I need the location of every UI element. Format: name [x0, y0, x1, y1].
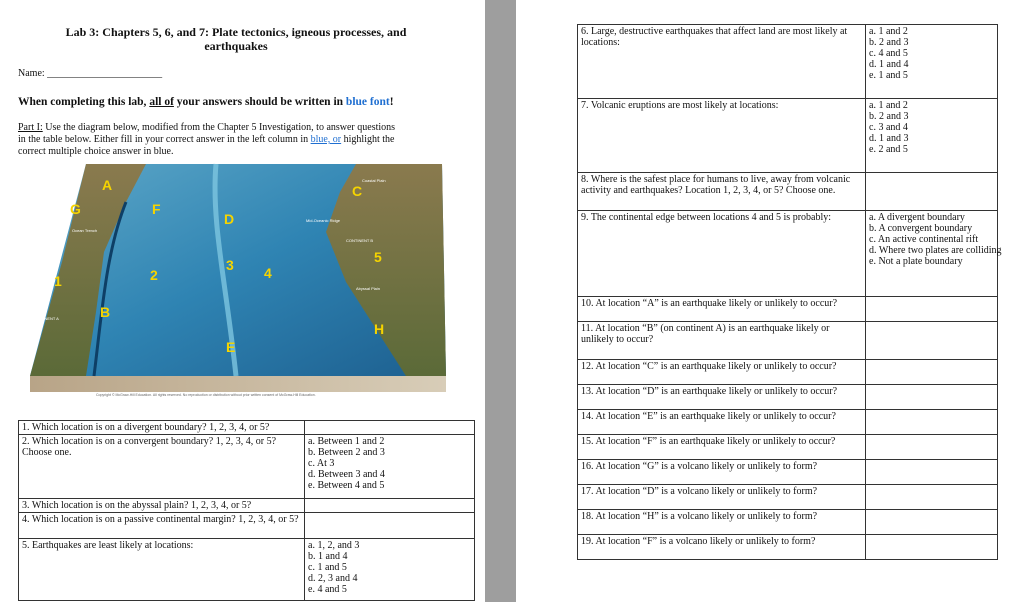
question-row — [578, 360, 998, 385]
map-label-f: F — [152, 201, 161, 217]
answer-option[interactable]: c. 1 and 5 — [308, 562, 347, 573]
question-text: 17. At location “D” is a volcano likely or unlikely to form? — [578, 485, 866, 510]
question-row — [578, 99, 998, 173]
answer-option[interactable]: d. 2, 3 and 4 — [308, 573, 358, 584]
map-label-5: 5 — [374, 249, 382, 265]
map-label-g: G — [70, 201, 81, 217]
question-row — [578, 211, 998, 297]
answer-cell[interactable] — [866, 410, 998, 435]
map-label-1: 1 — [54, 273, 62, 289]
answer-option[interactable]: e. Not a plate boundary — [869, 256, 963, 267]
answer-cell[interactable] — [866, 322, 998, 360]
answer-cell[interactable] — [305, 435, 475, 499]
map-label-2: 2 — [150, 267, 158, 283]
question-text: 4. Which location is on a passive continental margin? 1, 2, 3, 4, or 5? — [19, 513, 305, 539]
question-text: 9. The continental edge between locations 4 and 5 is probably: — [578, 211, 866, 297]
question-row — [19, 421, 475, 435]
label-mid-oceanic-ridge: Mid-Oceanic Ridge — [306, 218, 341, 223]
answer-cell[interactable] — [866, 360, 998, 385]
questions-table-right — [577, 24, 1002, 560]
map-label-b: B — [100, 304, 111, 320]
question-rows — [578, 25, 1002, 560]
question-text: 10. At location “A” is an earthquake likely or unlikely to occur? — [578, 297, 866, 322]
answer-cell[interactable] — [866, 211, 1002, 297]
question-text: 5. Earthquakes are least likely at locations: — [19, 539, 305, 601]
answer-option[interactable]: b. A convergent boundary — [869, 223, 973, 234]
answer-option[interactable]: e. 2 and 5 — [869, 144, 908, 155]
answer-option[interactable]: e. Between 4 and 5 — [308, 480, 385, 491]
answer-cell[interactable] — [866, 485, 998, 510]
label-coastal-plain: Coastal Plain — [362, 178, 386, 183]
page-title: Lab 3: Chapters 5, 6, and 7: Plate tectonics, igneous processes, and earthquakes — [65, 25, 407, 53]
name-field[interactable]: Name: _______________________ — [18, 68, 163, 79]
map-label-h: H — [374, 321, 385, 337]
document-page-left — [0, 0, 485, 602]
answer-cell[interactable] — [866, 173, 998, 211]
plate-tectonics-diagram — [26, 162, 450, 398]
question-row — [578, 322, 998, 360]
label-continent-a: CONTINENT A — [32, 316, 59, 321]
answer-option[interactable]: d. 1 and 4 — [869, 59, 909, 70]
question-row — [578, 485, 998, 510]
question-row — [19, 539, 475, 601]
label-abyssal-plain: Abyssal Plain — [356, 286, 381, 291]
map-label-c: C — [352, 183, 363, 199]
question-row — [578, 297, 998, 322]
question-text: 6. Large, destructive earthquakes that affect land are most likely at locations: — [578, 25, 866, 99]
question-row — [578, 385, 998, 410]
question-row — [19, 499, 475, 513]
question-text: 14. At location “E” is an earthquake likely or unlikely to occur? — [578, 410, 866, 435]
question-text: 19. At location “F” is a volcano likely or unlikely to form? — [578, 535, 866, 560]
answer-option[interactable]: b. Between 2 and 3 — [308, 447, 385, 458]
question-row — [578, 535, 998, 560]
map-label-e: E — [226, 339, 236, 355]
question-text: 12. At location “C” is an earthquake likely or unlikely to occur? — [578, 360, 866, 385]
question-row — [578, 25, 998, 99]
question-text: 7. Volcanic eruptions are most likely at locations: — [578, 99, 866, 173]
question-rows — [19, 421, 475, 601]
question-text: 3. Which location is on the abyssal plain? 1, 2, 3, 4, or 5? — [19, 499, 305, 513]
label-continent-b: CONTINENT B — [346, 238, 374, 243]
question-text: 13. At location “D” is an earthquake likely or unlikely to occur? — [578, 385, 866, 410]
answer-cell[interactable] — [305, 539, 475, 601]
answer-cell[interactable] — [866, 25, 998, 99]
instructions: When completing this lab, all of your answers should be written in blue font! — [18, 96, 394, 108]
questions-table-left — [18, 420, 475, 601]
answer-cell[interactable] — [866, 385, 998, 410]
answer-option[interactable]: a. Between 1 and 2 — [308, 436, 385, 447]
question-row — [578, 410, 998, 435]
map-label-d: D — [224, 211, 235, 227]
answer-option[interactable]: a. 1 and 2 — [869, 100, 908, 111]
answer-cell[interactable] — [866, 535, 998, 560]
question-row — [578, 510, 998, 535]
answer-cell[interactable] — [866, 510, 998, 535]
question-text: 11. At location “B” (on continent A) is an earthquake likely or unlikely to occur? — [578, 322, 866, 360]
question-text: 16. At location “G” is a volcano likely or unlikely to form? — [578, 460, 866, 485]
map-label-3: 3 — [226, 257, 234, 273]
map-label-4: 4 — [264, 265, 272, 281]
answer-option[interactable]: e. 4 and 5 — [308, 584, 347, 595]
earth-cross-section — [30, 376, 446, 392]
answer-cell[interactable] — [305, 499, 475, 513]
label-ocean-trench: Ocean Trench — [72, 228, 98, 233]
answer-option[interactable]: a. 1, 2, and 3 — [308, 540, 360, 551]
question-text: 1. Which location is on a divergent boundary? 1, 2, 3, 4, or 5? — [19, 421, 305, 435]
answer-option[interactable]: d. 1 and 3 — [869, 133, 909, 144]
answer-option[interactable]: d. Where two plates are colliding — [869, 245, 1002, 256]
copyright-notice: Copyright © McGraw-Hill Education. All rights reserved. No reproduction or distribution without prior written consent of McGraw-Hill Education. — [96, 393, 316, 397]
answer-cell[interactable] — [866, 297, 998, 322]
answer-cell[interactable] — [866, 460, 998, 485]
answer-option[interactable]: d. Between 3 and 4 — [308, 469, 385, 480]
answer-option[interactable]: b. 2 and 3 — [869, 37, 909, 48]
answer-option[interactable]: c. At 3 — [308, 458, 335, 469]
question-row — [19, 435, 475, 499]
question-row — [578, 460, 998, 485]
answer-cell[interactable] — [866, 435, 998, 460]
answer-cell[interactable] — [305, 513, 475, 539]
answer-option[interactable]: e. 1 and 5 — [869, 70, 908, 81]
document-page-right — [516, 0, 1024, 602]
question-row — [578, 173, 998, 211]
map-label-a: A — [102, 177, 113, 193]
question-text: 18. At location “H” is a volcano likely or unlikely to form? — [578, 510, 866, 535]
answer-option[interactable]: c. 3 and 4 — [869, 122, 908, 133]
answer-option[interactable]: a. A divergent boundary — [869, 212, 965, 223]
answer-cell[interactable] — [866, 99, 998, 173]
answer-option[interactable]: c. An active continental rift — [869, 234, 979, 245]
part-one-instructions: Part I: Use the diagram below, modified from the Chapter 5 Investigation, to answer questions in the table below. Either fill in your correct answer in the left column in blue, or highlight the correct multiple choice answer in blue. — [18, 122, 396, 157]
question-row — [19, 513, 475, 539]
answer-cell[interactable] — [305, 421, 475, 435]
answer-option[interactable]: b. 2 and 3 — [869, 111, 909, 122]
answer-option[interactable]: c. 4 and 5 — [869, 48, 908, 59]
question-text: 15. At location “F” is an earthquake likely or unlikely to occur? — [578, 435, 866, 460]
question-row — [578, 435, 998, 460]
question-text: 2. Which location is on a convergent boundary? 1, 2, 3, 4, or 5? Choose one. — [19, 435, 305, 499]
answer-option[interactable]: a. 1 and 2 — [869, 26, 908, 37]
question-text: 8. Where is the safest place for humans to live, away from volcanic activity and earthquakes? Location 1, 2, 3, 4, or 5? Choose one. — [578, 173, 866, 211]
answer-option[interactable]: b. 1 and 4 — [308, 551, 348, 562]
